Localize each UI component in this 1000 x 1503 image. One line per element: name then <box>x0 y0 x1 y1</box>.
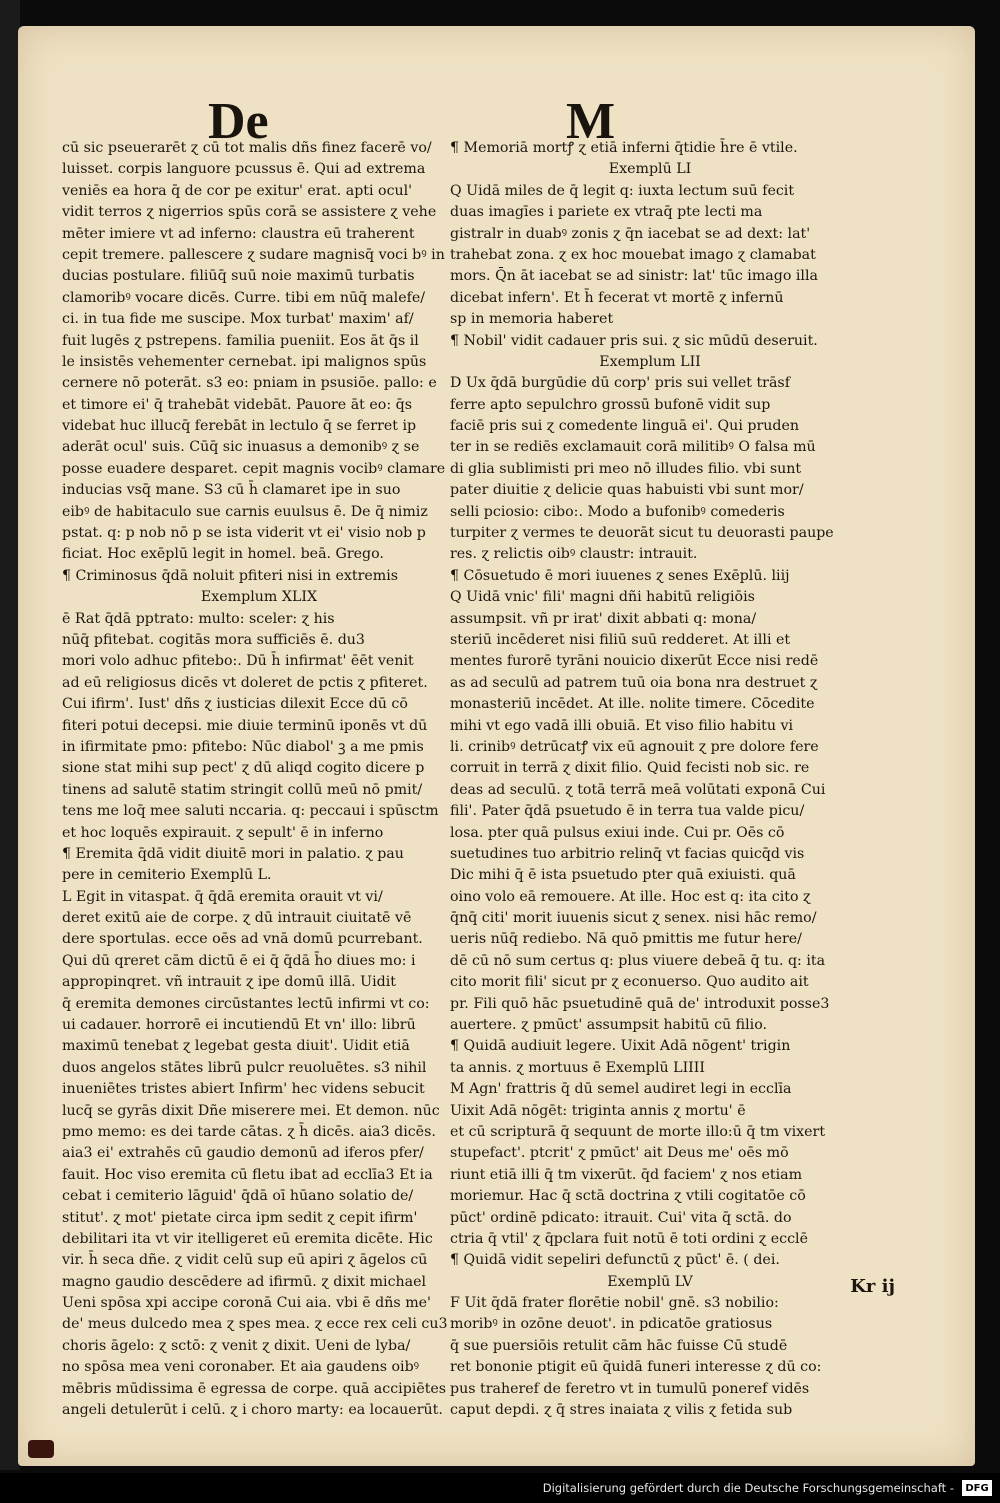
text-line: clamoribꝰ vocare dicēs. Curre. tibi em nūq̄ malefe/ <box>62 289 426 306</box>
text-line: sione stat mihi sup pect' ɀ dū aliqd cogito dicere p <box>62 760 425 777</box>
text-line: no spōsa mea veni coronaber. Et aia gaudens oibꝰ <box>62 1359 420 1376</box>
text-line: pere in cemiterio Exemplū L. <box>62 867 272 884</box>
text-line: eibꝰ de habitaculo sue carnis euulsus ē. De q̄ nimiz <box>62 503 428 520</box>
text-line: mēbris mūdissima ē egressa de corpe. quā accipiētes <box>62 1380 447 1397</box>
text-line: deas ad seculū. ɀ totā terrā meā volūtati exponā Cui <box>450 781 826 798</box>
text-line: mihi vt ego vadā illi obuiā. Et viso filio habitu vi <box>450 717 794 734</box>
book-page <box>18 26 975 1466</box>
text-line: duas imagīes i pariete ex vtraq̄ pte lecti ma <box>450 204 763 221</box>
text-line: tens me loq̄ mee saluti nccaria. q: peccaui i spūsctm <box>62 803 439 820</box>
text-line: M Agn' frattris q̄ dū semel audiret legi in ecclīa <box>450 1081 792 1098</box>
text-line: luisset. corpis languore pcussus ē. Qui ad extrema <box>62 161 426 178</box>
text-line: riunt etiā illi q̄ tm vixerūt. q̄d faciem' ɀ nos etiam <box>450 1166 803 1183</box>
text-line: sp in memoria haberet <box>450 311 614 328</box>
text-line: turpiter ɀ vermes te deuorāt sicut tu deuorasti paupe <box>450 525 834 542</box>
text-line: ē Rat q̄dā pptrato: multo: sceler: ɀ his <box>62 610 335 627</box>
credit-bar <box>0 1473 1000 1503</box>
text-line: ducias postulare. filiūq̄ suū noie maximū turbatis <box>62 268 415 285</box>
text-line: dere sportulas. ecce oēs ad vnā domū pcurrebant. <box>62 931 423 948</box>
text-line: monasteriū incēdet. At ille. nolite timere. Cōcedite <box>450 696 815 713</box>
text-line: et hoc loquēs expirauit. ɀ sepult' ē in inferno <box>62 824 384 841</box>
text-line: D Ux q̄dā burgūdie dū corp' pris sui vellet trāsf <box>450 375 790 392</box>
text-line: de' meus dulcedo mea ɀ spes mea. ɀ ecce rex celi cu3 <box>62 1316 448 1333</box>
text-line: et timore ei' q̄ trahebāt videbāt. Pauore āt eo: q̄s <box>62 396 412 413</box>
text-line: selli pciosio: cibo:. Modo a bufonibꝰ comederis <box>450 503 785 520</box>
text-line: videbat huc illucq̄ ferebāt in lectulo q̄ se ferret ip <box>62 418 417 435</box>
text-line: gistralr in duabꝰ zonis ɀ q̄n iacebat se ad dext: lat' <box>450 225 811 242</box>
text-line: magno gaudio descēdere ad ifirmū. ɀ dixit michael <box>62 1273 427 1290</box>
text-line: ferre apto sepulchro grossū bufonē vidit sup <box>450 396 771 413</box>
text-line: ¶ Quidā vidit sepeliri defunctū ɀ pūct' ē. ( dei. <box>450 1252 780 1269</box>
text-line: fauit. Hoc viso eremita cū fletu ibat ad ecclīa3 Et ia <box>62 1166 433 1183</box>
text-line: nūq̄ pfitebat. cogitās mora sufficiēs ē. du3 <box>62 631 365 648</box>
text-line: Exemplū LV <box>607 1273 693 1290</box>
text-line: maximū tenebat ɀ legebat gesta diuit'. Uidit etiā <box>62 1038 410 1055</box>
text-line: fuit lugēs ɀ pstrepens. familia pueniit. Eos āt q̄s il <box>62 332 419 349</box>
text-line: assumpsit. vñ pr irat' dixit abbati q: mona/ <box>450 610 757 627</box>
text-line: ¶ Quidā audiuit legere. Uixit Adā nōgent' trigin <box>450 1038 791 1055</box>
text-line: Exemplum XLIX <box>200 589 318 606</box>
text-line: Cui ifirm'. Iust' dñs ɀ iusticias dilexit Ecce dū cō <box>62 696 408 713</box>
text-line: cepit tremere. pallescere ɀ sudare magnisq̄ voci bꝰ in <box>62 246 445 263</box>
text-line: moriemur. Hac q̄ sctā doctrina ɀ vtili cogitatōe cō <box>450 1188 806 1205</box>
text-line: Exemplum LII <box>599 353 701 370</box>
text-line: ¶ Eremita q̄dā vidit diuitē mori in palatio. ɀ pau <box>62 845 404 862</box>
text-line: le insistēs vehementer cernebat. ipi malignos spūs <box>62 353 427 370</box>
text-line: aia3 ei' extrahēs cū gaudio demonū ad iferos pfer/ <box>62 1145 424 1162</box>
text-line: duos angelos stātes librū pulcr reuoluētes. s3 nihil <box>62 1059 427 1076</box>
text-line: aderāt ocul' suis. Cūq̄ sic inuasus a demonibꝰ ɀ se <box>62 439 420 456</box>
text-line: in ifirmitate pmo: pfitebo: Nūc diabol' ꝫ a me pmis <box>62 738 424 755</box>
signature-mark: Kr ij <box>850 1276 895 1297</box>
text-line: dē cū nō sum certus q: plus viuere debeā q̄ tu. q: ita <box>450 952 826 969</box>
text-line: angeli detulerūt i celū. ɀ i choro marty: ea locauerūt. <box>62 1402 443 1419</box>
text-line: steriū incēderet nisi filiū suū redderet. At illi et <box>450 631 791 648</box>
text-line: tinens ad salutē statim stringit collū meū nō pmit/ <box>62 781 423 798</box>
text-line: ad eū religiosus dicēs vt doleret de pctis ɀ pfiteret. <box>62 674 428 691</box>
text-line: posse euadere desparet. cepit magnis vocibꝰ clamare <box>62 460 446 477</box>
text-line: trahebat zona. ɀ ex hoc mouebat imago ɀ clamabat <box>450 246 816 263</box>
text-line: ctria q̄ vtil' ɀ q̄pclara fuit notū ē toti ordini ɀ ecclē <box>450 1230 808 1247</box>
text-line: ¶ Memoriā mortꝭ ɀ etiā inferni q̄tidie h̄re ē vtile. <box>450 140 798 156</box>
text-line: pūct' ordinē pdicato: itrauit. Cui' vita q̄ sctā. do <box>450 1209 792 1226</box>
text-line: mors. Q̄n āt iacebat se ad sinistr: lat' tūc imago illa <box>450 268 818 285</box>
text-line: suetudines tuo arbitrio relinq̄ vt facias quicq̄d vis <box>450 845 805 862</box>
text-line: pmo memo: es dei tarde cātas. ɀ h̄ dicēs. aia3 dicēs. <box>62 1123 436 1140</box>
right-column-lines <box>450 138 850 1421</box>
text-line: caput depdi. ɀ q̄ stres inaiata ɀ vilis ɀ fetida sub <box>450 1402 793 1419</box>
text-line: as ad seculū ad patrem tuū oia bona nra destruet ɀ <box>450 674 818 691</box>
text-line: fiteri potui decepsi. mie diuie terminū iponēs vt dū <box>62 717 428 734</box>
text-line: ci. in tua fide me suscipe. Mox turbat' maxim' af/ <box>62 311 414 328</box>
text-line: auertere. ɀ pmūct' assumpsit habitū cū filio. <box>450 1017 768 1034</box>
text-line: stitut'. ɀ mot' pietate circa ipm sedit ɀ cepit ifirm' <box>62 1209 418 1226</box>
text-line: et cū scripturā q̄ sequunt de morte illo:ū q̄ tm vixert <box>450 1123 826 1140</box>
text-line: oino volo eā remouere. At ille. Hoc est q: ita cito ɀ <box>450 888 811 905</box>
text-line: ¶ Criminosus q̄dā noluit pfiteri nisi in extremis <box>62 567 399 584</box>
text-line: pater diuitie ɀ delicie quas habuisti vbi sunt mor/ <box>450 482 804 499</box>
text-line: ¶ Nobil' vidit cadauer pris sui. ɀ sic mūdū deseruit. <box>450 332 818 349</box>
binding-stain <box>28 1440 54 1458</box>
text-line: losa. pter quā pulsus exiui inde. Cui pr. Oēs cō <box>450 824 785 841</box>
text-line: deret exitū aie de corpe. ɀ dū intrauit ciuitatē vē <box>62 910 412 927</box>
text-line: pstat. q: p nob nō p se ista viderit vt ei' visio nob p <box>62 525 426 542</box>
text-line: faciē pris sui ɀ comedente linguā ei'. Qui pruden <box>450 418 799 435</box>
dfg-logo: DFG <box>962 1480 992 1496</box>
text-line: dicebat infern'. Et h̄ fecerat vt mortē ɀ infernū <box>450 289 784 306</box>
left-column-lines <box>62 138 456 1421</box>
text-line: ta annis. ɀ mortuus ē Exemplū LIIII <box>450 1059 705 1076</box>
text-line: pr. Fili quō hāc psuetudinē quā de' introduxit posse3 <box>450 995 830 1012</box>
text-line: ficiat. Hoc exēplū legit in homel. beā. Grego. <box>62 546 384 563</box>
text-line: vir. h̄ seca dñe. ɀ vidit celū sup eū apiri ɀ āgelos cū <box>62 1252 428 1269</box>
text-line: veniēs ea hora q̄ de cor pe exitur' erat. apti ocul' <box>62 182 413 199</box>
credit-text: Digitalisierung gefördert durch die Deutsche Forschungsgemeinschaft - <box>542 1481 954 1495</box>
text-line: mēter imiere vt ad inferno: claustra eū traherent <box>62 225 415 242</box>
text-line: cū sic pseuerarēt ɀ cū tot malis dñs finez facerē vo/ <box>62 140 432 156</box>
text-line: Qui dū qreret cām dictū ē ei q̄ q̄dā h̄o diues mo: i <box>62 952 416 969</box>
text-line: Q Uidā miles de q̄ legit q: iuxta lectum suū fecit <box>450 182 795 199</box>
text-line: L Egit in vitaspat. q̄ q̄dā eremita orauit vt vi/ <box>62 888 383 905</box>
text-line: res. ɀ relictis oibꝰ claustr: intrauit. <box>450 546 698 563</box>
text-line: mentes furorē tyrāni nouicio dixerūt Ecce nisi redē <box>450 653 819 670</box>
running-head-right: M <box>566 93 616 150</box>
text-line: corruit in terrā ɀ dixit filio. Quid fecisti nob sic. re <box>450 760 810 777</box>
text-line: moribꝰ in ozōne deuot'. in pdicatōe gratiosus <box>450 1316 773 1333</box>
text-line: Ueni spōsa xpi accipe coronā Cui aia. vbi ē dñs me' <box>62 1295 431 1312</box>
text-line: q̄nq̄ citi' morit iuuenis sicut ɀ senex. nisi hāc remo/ <box>450 910 817 927</box>
text-line: appropinqret. vñ intrauit ɀ ipe domū illā. Uidit <box>62 974 396 991</box>
text-line: ter in se rediēs exclamauit corā militibꝰ O falsa mū <box>450 439 816 456</box>
text-line: ui cadauer. horrorē ei incutiendū Et vn' illo: librū <box>62 1017 416 1034</box>
text-line: q̄ eremita demones circūstantes lectū infirmi vt co: <box>62 995 430 1012</box>
text-line: inueniētes tristes abiert Infirm' hec videns sebucit <box>62 1081 425 1098</box>
running-head-left: De <box>208 93 269 150</box>
text-line: pus traheref de feretro vt in tumulū poneref vidēs <box>450 1380 810 1397</box>
text-line: Uixit Adā nōgēt: triginta annis ɀ mortu' ē <box>450 1102 746 1119</box>
text-line: F Uit q̄dā frater florētie nobil' gnē. s3 nobilio: <box>450 1295 779 1312</box>
text-line: cito morit fili' sicut pr ɀ econuerso. Quo audito ait <box>450 974 809 991</box>
text-line: choris āgelo: ɀ sctō: ɀ venit ɀ dixit. Ueni de lyba/ <box>62 1337 411 1354</box>
text-line: Q Uidā vnic' fili' magni dñi habitū religiōis <box>450 589 755 606</box>
text-line: ¶ Cōsuetudo ē mori iuuenes ɀ senes Exēplū. liij <box>450 567 790 584</box>
text-line: Dic mihi q̄ ē ista psuetudo pter quā exiuisti. quā <box>450 867 796 884</box>
text-line: lucq̄ se gyrās dixit Dñe miserere mei. Et demon. nūc <box>62 1102 440 1119</box>
text-line: Exemplū LI <box>608 161 692 178</box>
text-line: cernere nō poterāt. s3 eo: pniam in psusiōe. pallo: e <box>62 375 437 392</box>
text-line: ueris nūq̄ rediebo. Nā quō pmittis me futur here/ <box>450 931 802 948</box>
text-line: inducias vsq̄ mane. S3 cū h̄ clamaret ipe in suo <box>62 482 401 499</box>
scan-border <box>0 0 20 1470</box>
text-line: cebat i cemiterio lāguid' q̄dā oī hūano solatio de/ <box>62 1188 414 1205</box>
text-line: fili'. Pater q̄dā psuetudo ē in terra tua valde picu/ <box>450 803 805 820</box>
text-line: mori volo adhuc pfitebo:. Dū h̄ infirmat' ēēt venit <box>62 653 414 670</box>
text-line: q̄ sue puersiōis retulit cām hāc fuisse Cū studē <box>450 1337 788 1354</box>
text-line: debilitari ita vt vir itelligeret eū eremita dicēte. Hic <box>62 1230 433 1247</box>
text-line: li. crinibꝰ detrūcatꝭ vix eū agnouit ɀ pre dolore fere <box>450 738 819 755</box>
text-line: di glia sublimisti pri meo nō illudes filio. vbi sunt <box>450 460 802 477</box>
text-line: stupefact'. ptcrit' ɀ pmūct' ait Deus me' oēs mō <box>450 1145 789 1162</box>
text-line: vidit terros ɀ nigerrios spūs corā se assistere ɀ vehe <box>62 204 437 221</box>
text-line: ret bononie ptigit eū q̄uidā funeri interesse ɀ dū co: <box>450 1359 822 1376</box>
